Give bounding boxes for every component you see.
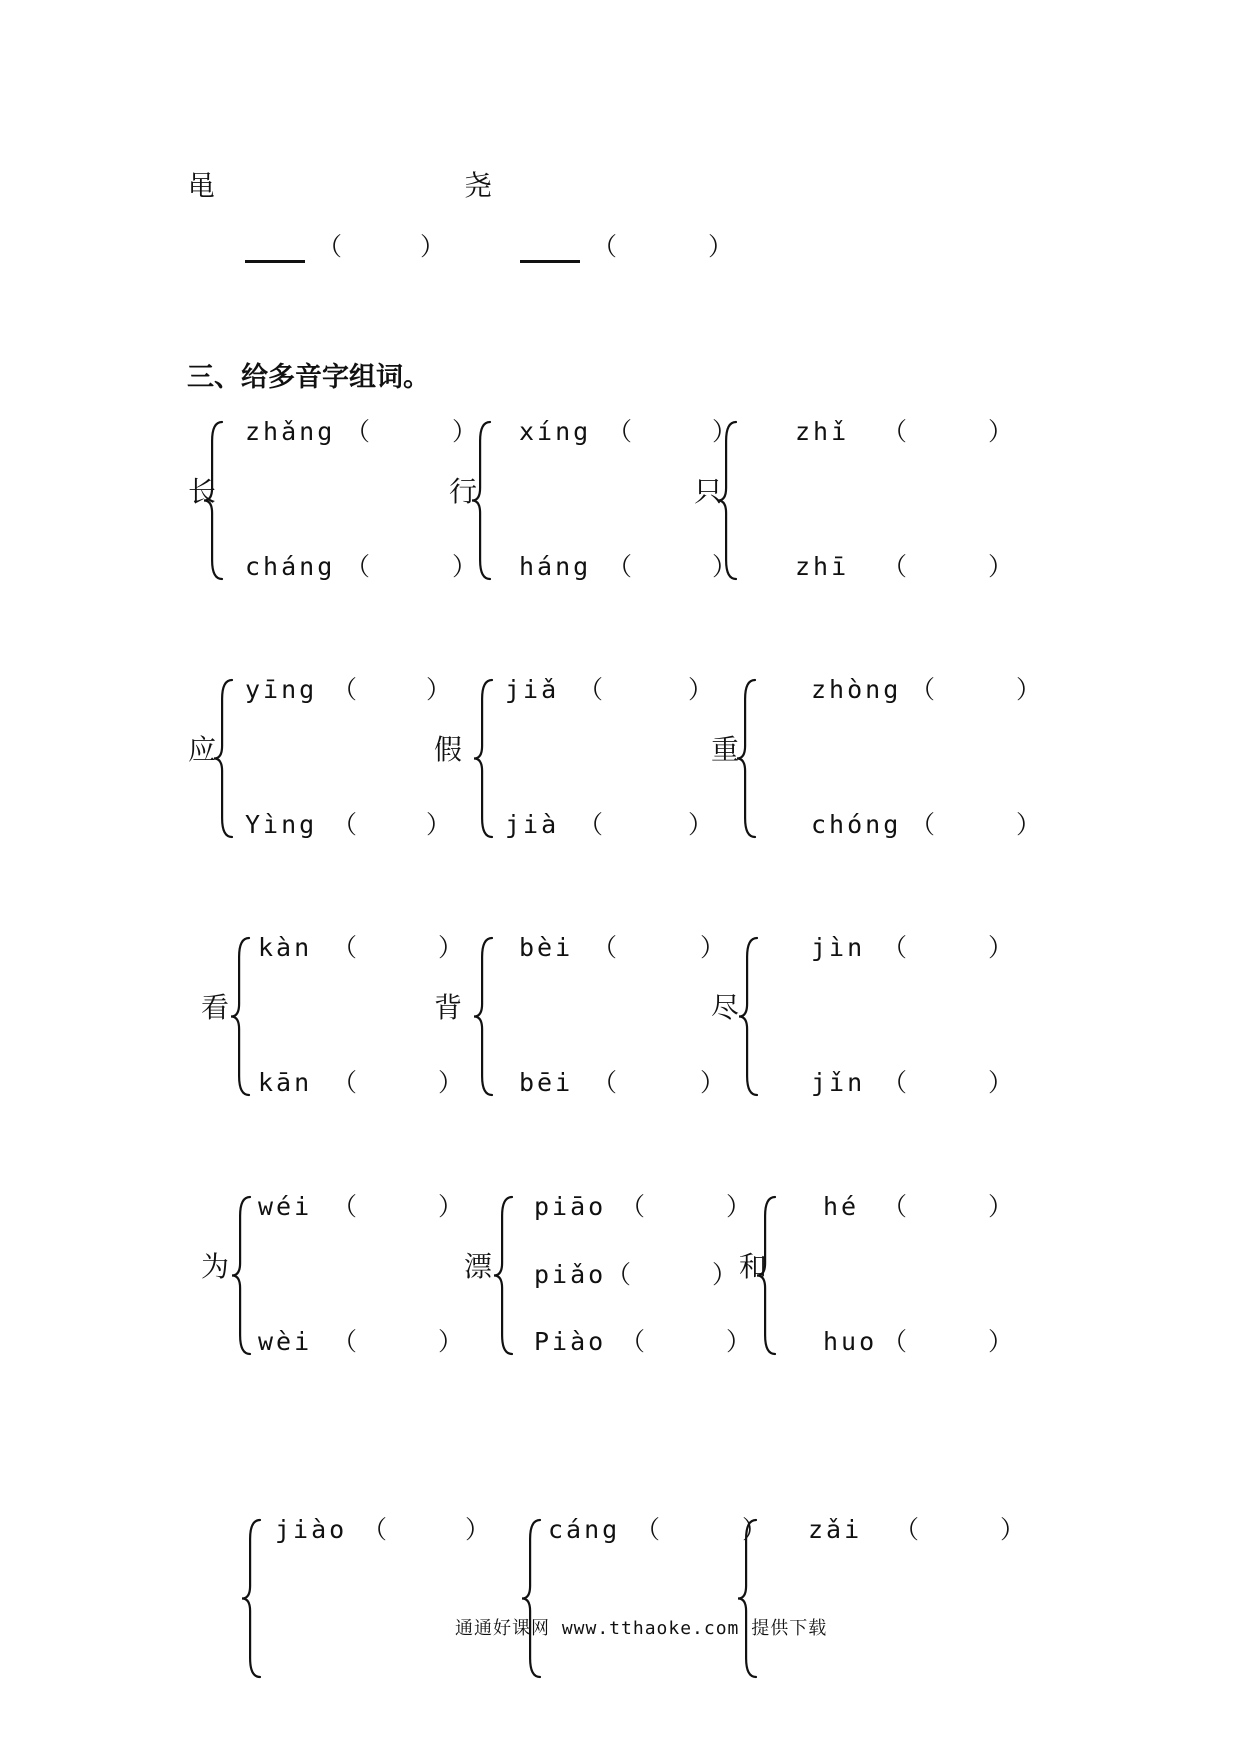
polyphone-char: 看 bbox=[201, 991, 230, 1024]
polyphone-char: 漂 bbox=[464, 1250, 493, 1283]
answer-slot[interactable] bbox=[908, 418, 984, 446]
answer-close-paren: ） bbox=[438, 933, 464, 962]
curly-brace-path bbox=[204, 422, 222, 579]
answer-slot[interactable] bbox=[936, 811, 1012, 839]
curly-brace-path bbox=[757, 1197, 775, 1354]
answer-close-paren: ） bbox=[712, 417, 738, 446]
pinyin-reading: jìn bbox=[811, 933, 866, 962]
answer-open-paren: （ bbox=[635, 1515, 661, 1544]
pinyin-reading: zhī bbox=[795, 552, 850, 581]
answer-open-paren: （ bbox=[910, 810, 936, 839]
answer-close-paren: ） bbox=[465, 1515, 491, 1544]
answer-slot[interactable] bbox=[632, 1261, 708, 1289]
answer-slot[interactable] bbox=[646, 1328, 722, 1356]
curly-brace-icon bbox=[242, 1520, 260, 1677]
pinyin-reading: jià bbox=[505, 810, 560, 839]
pinyin-reading: zhǐ bbox=[795, 417, 850, 446]
answer-close-paren: ） bbox=[712, 1260, 738, 1289]
pinyin-reading: kàn bbox=[258, 933, 313, 962]
answer-slot[interactable] bbox=[908, 553, 984, 581]
answer-blank-1[interactable] bbox=[245, 260, 305, 263]
pinyin-reading: hé bbox=[823, 1192, 860, 1221]
answer-open-paren: （ bbox=[345, 552, 371, 581]
answer-close-paren: ） bbox=[988, 1192, 1014, 1221]
curly-brace-icon bbox=[522, 1520, 540, 1677]
pinyin-reading: yīng bbox=[245, 675, 318, 704]
pinyin-reading: piǎo bbox=[534, 1260, 607, 1289]
answer-slot[interactable] bbox=[908, 1328, 984, 1356]
section-heading: 三、给多音字组词。 bbox=[187, 362, 430, 393]
curly-brace-path bbox=[737, 680, 755, 837]
answer-slot[interactable] bbox=[358, 811, 422, 839]
polyphone-char: 为 bbox=[201, 1250, 230, 1283]
answer-close-paren: ） bbox=[1016, 675, 1042, 704]
answer-open-paren: （ bbox=[882, 1327, 908, 1356]
answer-open-paren: （ bbox=[362, 1515, 388, 1544]
answer-close-paren: ） bbox=[438, 1068, 464, 1097]
pinyin-reading: jiǎ bbox=[505, 675, 560, 704]
answer-slot[interactable] bbox=[604, 811, 684, 839]
answer-open-paren: （ bbox=[607, 417, 633, 446]
open-paren: （ bbox=[592, 232, 618, 261]
polyphone-char: 应 bbox=[188, 733, 217, 766]
answer-open-paren: （ bbox=[592, 1068, 618, 1097]
answer-close-paren: ） bbox=[742, 1515, 768, 1544]
answer-open-paren: （ bbox=[332, 1192, 358, 1221]
char-yao: 尧 bbox=[464, 169, 493, 202]
pinyin-reading: háng bbox=[519, 552, 592, 581]
answer-close-paren: ） bbox=[988, 417, 1014, 446]
answer-close-paren: ） bbox=[438, 1192, 464, 1221]
curly-brace-icon bbox=[232, 1197, 250, 1354]
answer-slot[interactable] bbox=[646, 1193, 722, 1221]
curly-brace-icon bbox=[494, 1197, 512, 1354]
polyphone-char: 长 bbox=[188, 475, 217, 508]
curly-brace-icon bbox=[474, 938, 492, 1095]
pinyin-reading: cáng bbox=[548, 1515, 621, 1544]
answer-slot[interactable] bbox=[618, 1069, 696, 1097]
answer-close-paren: ） bbox=[688, 675, 714, 704]
answer-close-paren: ） bbox=[1016, 810, 1042, 839]
answer-close-paren: ） bbox=[438, 1327, 464, 1356]
answer-open-paren: （ bbox=[606, 1260, 632, 1289]
answer-slot[interactable] bbox=[618, 934, 696, 962]
curly-brace-path bbox=[242, 1520, 260, 1677]
answer-close-paren: ） bbox=[988, 552, 1014, 581]
close-paren: ） bbox=[708, 232, 734, 261]
curly-brace-path bbox=[232, 1197, 250, 1354]
pinyin-reading: zhòng bbox=[811, 675, 902, 704]
answer-open-paren: （ bbox=[882, 552, 908, 581]
answer-slot[interactable] bbox=[371, 553, 448, 581]
pinyin-reading: bèi bbox=[519, 933, 574, 962]
pinyin-reading: zǎi bbox=[808, 1515, 863, 1544]
pinyin-reading: bēi bbox=[519, 1068, 574, 1097]
answer-slot[interactable] bbox=[388, 1516, 461, 1544]
pinyin-reading: Yìng bbox=[245, 810, 318, 839]
pinyin-reading: zhǎng bbox=[245, 417, 336, 446]
answer-open-paren: （ bbox=[345, 417, 371, 446]
pinyin-reading: xíng bbox=[519, 417, 592, 446]
pinyin-reading: piāo bbox=[534, 1192, 607, 1221]
polyphone-char: 和 bbox=[739, 1250, 768, 1283]
answer-open-paren: （ bbox=[578, 810, 604, 839]
curly-brace-path bbox=[214, 680, 232, 837]
curly-brace-path bbox=[718, 422, 736, 579]
polyphone-char: 重 bbox=[711, 733, 740, 766]
answer-slot[interactable] bbox=[358, 676, 422, 704]
answer-close-paren: ） bbox=[712, 552, 738, 581]
curly-brace-icon bbox=[737, 680, 755, 837]
answer-close-paren: ） bbox=[988, 1327, 1014, 1356]
curly-brace-icon bbox=[204, 422, 222, 579]
answer-close-paren: ） bbox=[688, 810, 714, 839]
answer-close-paren: ） bbox=[988, 1068, 1014, 1097]
curly-brace-path bbox=[494, 1197, 512, 1354]
answer-open-paren: （ bbox=[332, 675, 358, 704]
curly-brace-icon bbox=[474, 680, 492, 837]
pinyin-reading: jiào bbox=[275, 1515, 348, 1544]
answer-close-paren: ） bbox=[452, 417, 478, 446]
pinyin-reading: Piào bbox=[534, 1327, 607, 1356]
curly-brace-icon bbox=[718, 422, 736, 579]
answer-open-paren: （ bbox=[882, 417, 908, 446]
pinyin-reading: cháng bbox=[245, 552, 336, 581]
answer-slot[interactable] bbox=[908, 1069, 984, 1097]
answer-close-paren: ） bbox=[426, 675, 452, 704]
curly-brace-path bbox=[474, 938, 492, 1095]
answer-slot[interactable] bbox=[936, 676, 1012, 704]
answer-close-paren: ） bbox=[726, 1192, 752, 1221]
answer-open-paren: （ bbox=[332, 810, 358, 839]
polyphone-char: 只 bbox=[694, 475, 723, 508]
answer-slot[interactable] bbox=[358, 1328, 434, 1356]
answer-close-paren: ） bbox=[452, 552, 478, 581]
curly-brace-path bbox=[472, 422, 490, 579]
answer-slot[interactable] bbox=[920, 1516, 996, 1544]
curly-brace-icon bbox=[231, 938, 249, 1095]
answer-close-paren: ） bbox=[426, 810, 452, 839]
polyphone-char: 尽 bbox=[711, 991, 740, 1024]
answer-close-paren: ） bbox=[988, 933, 1014, 962]
answer-open-paren: （ bbox=[332, 1068, 358, 1097]
answer-slot[interactable] bbox=[908, 1193, 984, 1221]
answer-close-paren: ） bbox=[1000, 1515, 1026, 1544]
answer-open-paren: （ bbox=[332, 1327, 358, 1356]
answer-blank-2[interactable] bbox=[520, 260, 580, 263]
answer-open-paren: （ bbox=[882, 1192, 908, 1221]
answer-open-paren: （ bbox=[332, 933, 358, 962]
open-paren: （ bbox=[317, 232, 343, 261]
answer-open-paren: （ bbox=[910, 675, 936, 704]
curly-brace-icon bbox=[472, 422, 490, 579]
answer-open-paren: （ bbox=[882, 933, 908, 962]
answer-slot[interactable] bbox=[358, 1069, 434, 1097]
polyphone-char: 背 bbox=[434, 991, 463, 1024]
answer-open-paren: （ bbox=[620, 1192, 646, 1221]
answer-open-paren: （ bbox=[592, 933, 618, 962]
close-paren: ） bbox=[420, 232, 446, 261]
answer-open-paren: （ bbox=[620, 1327, 646, 1356]
curly-brace-path bbox=[522, 1520, 540, 1677]
answer-open-paren: （ bbox=[578, 675, 604, 704]
answer-slot[interactable] bbox=[358, 934, 434, 962]
answer-slot[interactable] bbox=[908, 934, 984, 962]
answer-slot[interactable] bbox=[633, 418, 708, 446]
answer-close-paren: ） bbox=[700, 1068, 726, 1097]
curly-brace-icon bbox=[757, 1197, 775, 1354]
answer-open-paren: （ bbox=[607, 552, 633, 581]
answer-slot[interactable] bbox=[358, 1193, 434, 1221]
char-min: 黾 bbox=[187, 169, 216, 202]
pinyin-reading: wéi bbox=[258, 1192, 313, 1221]
curly-brace-path bbox=[738, 1520, 756, 1677]
answer-close-paren: ） bbox=[700, 933, 726, 962]
curly-brace-path bbox=[474, 680, 492, 837]
curly-brace-path bbox=[739, 938, 757, 1095]
answer-slot[interactable] bbox=[661, 1516, 738, 1544]
answer-open-paren: （ bbox=[882, 1068, 908, 1097]
answer-open-paren: （ bbox=[894, 1515, 920, 1544]
answer-close-paren: ） bbox=[726, 1327, 752, 1356]
pinyin-reading: wèi bbox=[258, 1327, 313, 1356]
polyphone-char: 假 bbox=[434, 733, 463, 766]
curly-brace-icon bbox=[738, 1520, 756, 1677]
curly-brace-icon bbox=[739, 938, 757, 1095]
curly-brace-icon bbox=[214, 680, 232, 837]
answer-slot[interactable] bbox=[371, 418, 448, 446]
pinyin-reading: huo bbox=[823, 1327, 878, 1356]
pinyin-reading: kān bbox=[258, 1068, 313, 1097]
pinyin-reading: jǐn bbox=[811, 1068, 866, 1097]
pinyin-reading: chóng bbox=[811, 810, 902, 839]
answer-slot[interactable] bbox=[604, 676, 684, 704]
answer-slot[interactable] bbox=[633, 553, 708, 581]
curly-brace-path bbox=[231, 938, 249, 1095]
footer-credit: 通通好课网 www.tthaoke.com 提供下载 bbox=[455, 1618, 828, 1639]
polyphone-char: 行 bbox=[449, 475, 478, 508]
